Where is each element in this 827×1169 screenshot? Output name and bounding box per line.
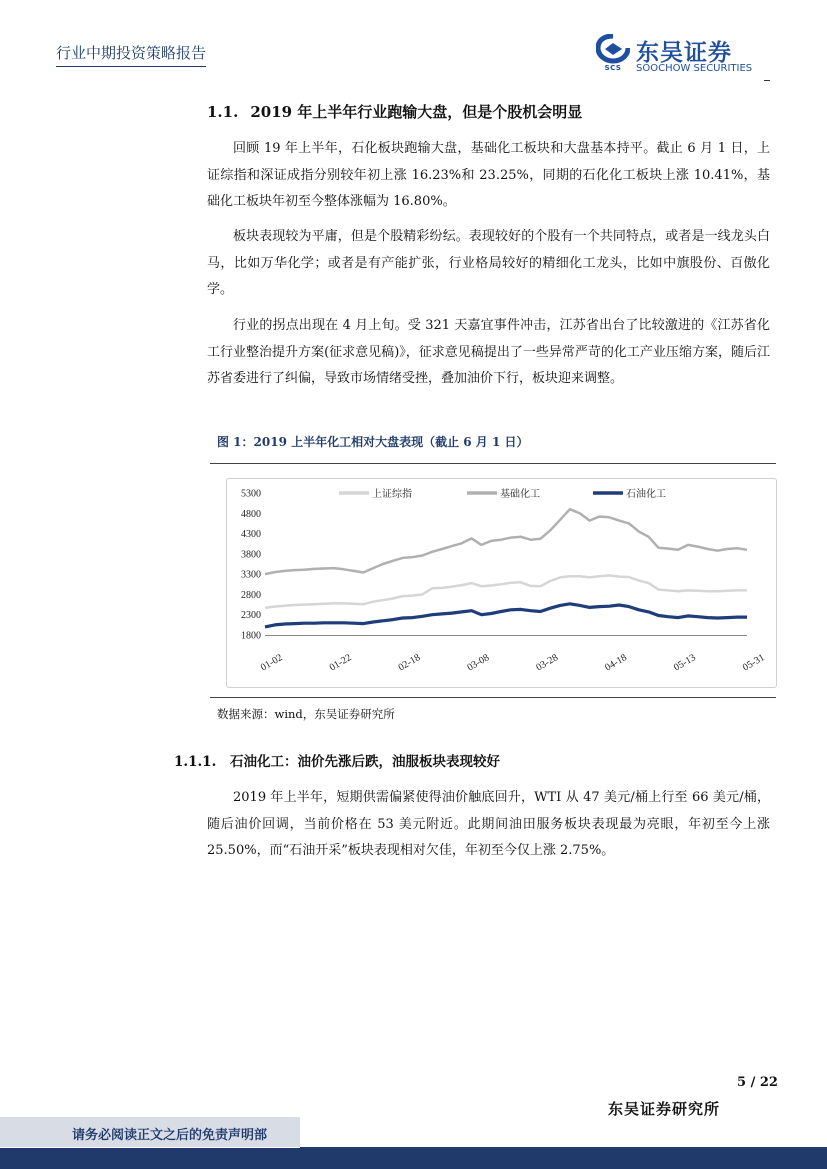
x-tick-label: 01-22 <box>327 652 354 674</box>
paragraph: 回顾 19 年上半年，石化板块跑输大盘，基础化工板块和大盘基本持平。截止 6 月 1 日，上证综指和深证成指分别较年初上涨 16.23%和 23.25%，同期的石化化工板块上涨 10.41%，基础化工板块年初至今整体涨幅为 16.80%。 <box>207 141 770 209</box>
x-tick-label: 03-28 <box>534 652 561 674</box>
x-tick-label: 04-18 <box>603 652 629 674</box>
series-line-3 <box>265 604 747 627</box>
logo-english-name: SOOCHOW SECURITIES <box>636 63 753 74</box>
legend-label: 基础化工 <box>500 489 540 500</box>
logo-abbreviation: SCS <box>604 64 622 72</box>
footer-disclaimer: 请务必阅读正文之后的免责声明部 <box>72 1128 268 1143</box>
line-chart <box>226 478 777 688</box>
footer-band <box>0 1148 827 1169</box>
subsection-title: 石油化工：油价先涨后跌，油服板块表现较好 <box>230 754 500 770</box>
paragraph: 行业的拐点出现在 4 月上旬。受 321 天嘉宜事件冲击，江苏省出台了比较激进的《江苏省化工行业整治提升方案(征求意见稿)》，征求意见稿提出了一些异常严苛的化工产业压缩方案，随后江苏省委进行了纠偏，导致市场情绪受挫，叠加油价下行，板块迎来调整。 <box>207 318 770 386</box>
section-number: 1.1. <box>207 103 239 121</box>
subsection-number: 1.1.1. <box>174 754 217 770</box>
x-tick-label: 02-18 <box>396 652 423 674</box>
figure-source: 数据来源：wind，东吴证券研究所 <box>217 707 395 721</box>
subsection-heading <box>174 750 500 770</box>
company-logo <box>596 34 771 78</box>
figure-top-rule <box>210 463 776 464</box>
x-tick-label: 01-02 <box>258 652 285 674</box>
legend-label: 石油化工 <box>626 489 666 500</box>
chart-canvas <box>227 479 776 687</box>
logo-mark-icon <box>596 34 630 64</box>
y-tick-label: 1800 <box>241 630 261 642</box>
header-underline <box>56 66 206 67</box>
series-line-1 <box>265 575 747 607</box>
page-number: 5 / 22 <box>737 1075 778 1090</box>
section-heading <box>207 101 582 122</box>
x-tick-label: 05-31 <box>740 652 767 674</box>
y-tick-label: 4300 <box>241 529 261 541</box>
y-tick-label: 2800 <box>241 589 261 601</box>
report-type: 行业中期投资策略报告 <box>56 44 207 62</box>
paragraph: 2019 年上半年，短期供需偏紧使得油价触底回升，WTI 从 47 美元/桶上行至 66 美元/桶，随后油价回调，当前价格在 53 美元附近。此期间油田服务板块表现最为亮眼，年初至今上涨 25.50%，而“石油开采”板块表现相对欠佳，年初至今仅上涨 2.75%。 <box>207 790 770 858</box>
x-tick-label: 05-13 <box>672 652 698 674</box>
y-tick-label: 3300 <box>241 569 261 581</box>
x-tick-label: 03-08 <box>465 652 492 674</box>
y-tick-label: 4800 <box>241 508 261 520</box>
y-tick-label: 5300 <box>241 488 261 500</box>
paragraph: 板块表现较为平庸，但是个股精彩纷纭。表现较好的个股有一个共同特点，或者是一线龙头白马，比如万华化学；或者是有产能扩张，行业格局较好的精细化工龙头，比如中旗股份、百傲化学。 <box>207 229 770 297</box>
y-tick-label: 3800 <box>241 549 261 561</box>
footer-institute: 东吴证券研究所 <box>608 1100 721 1118</box>
header-mark <box>764 80 770 81</box>
logo-chinese-name: 东吴证券 <box>636 40 732 66</box>
legend-label: 上证综指 <box>372 489 412 500</box>
section-title: 2019 年上半年行业跑输大盘，但是个股机会明显 <box>250 103 583 121</box>
series-line-2 <box>265 509 747 574</box>
figure-bottom-rule <box>210 697 776 698</box>
figure-caption: 图 1：2019 上半年化工相对大盘表现（截止 6 月 1 日） <box>217 435 529 449</box>
y-tick-label: 2300 <box>241 610 261 622</box>
